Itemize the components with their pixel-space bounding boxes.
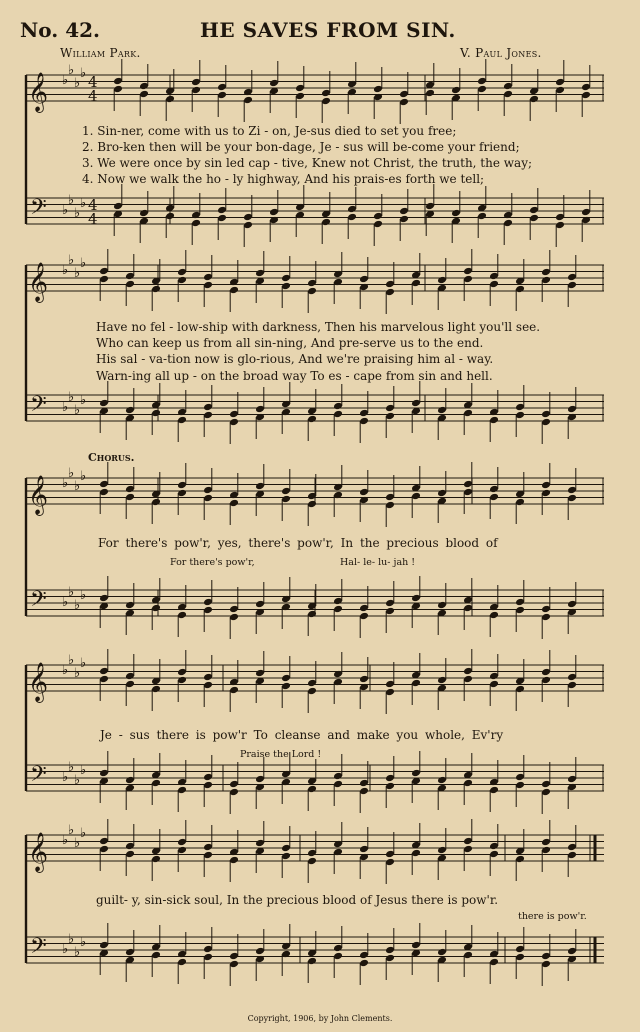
chorus-echo-4: there is pow'r. — [518, 911, 587, 922]
flat-sign: ♭ — [74, 598, 81, 613]
flat-sign: ♭ — [62, 263, 69, 278]
lyricist-credit: William Park. — [60, 46, 141, 60]
flat-sign: ♭ — [80, 196, 87, 211]
flat-sign: ♭ — [68, 823, 75, 838]
chorus-line-3: guilt- y, sin-sick soul, In the precious blood of Jesus there is pow'r. — [96, 893, 499, 907]
chorus-label: Chorus. — [88, 451, 135, 464]
flat-sign: ♭ — [62, 663, 69, 678]
flat-sign: ♭ — [68, 63, 75, 78]
bass-clef: 𝄢 — [30, 392, 47, 422]
flat-sign: ♭ — [74, 945, 81, 960]
flat-sign: ♭ — [80, 66, 87, 81]
flat-sign: ♭ — [62, 770, 69, 785]
flat-sign: ♭ — [74, 76, 81, 91]
flat-sign: ♭ — [74, 773, 81, 788]
verse-1-line-2: Have no fel - low-ship with darkness, Then his marvelous light you'll see. — [96, 320, 541, 334]
flat-sign: ♭ — [68, 760, 75, 775]
composer-credit: V. Paul Jones. — [460, 46, 542, 60]
chorus-echo-2: Hal- le- lu- jah ! — [340, 557, 416, 568]
bass-clef: 𝄢 — [30, 195, 47, 225]
flat-sign: ♭ — [62, 203, 69, 218]
flat-sign: ♭ — [74, 836, 81, 851]
flat-sign: ♭ — [74, 666, 81, 681]
verse-3-line-2: His sal - va-tion now is glo-rious, And we're praising him al - way. — [96, 352, 494, 366]
flat-sign: ♭ — [80, 935, 87, 950]
verse-4-line-2: Warn-ing all up - on the broad way To es - cape from sin and hell. — [96, 369, 493, 383]
time-signature-top: 4 — [88, 196, 98, 214]
treble-clef: 𝄞 — [28, 832, 49, 872]
treble-clef: 𝄞 — [28, 262, 49, 302]
verse-4-line-1: 4. Now we walk the ho - ly highway, And his prais-es forth we tell; — [82, 172, 485, 186]
chorus-echo-3: Praise the Lord ! — [240, 749, 322, 760]
verse-3-line-1: 3. We were once by sin led cap - tive, Knew not Christ, the truth, the way; — [82, 156, 533, 170]
chorus-line-2: Je - sus there is pow'r To cleanse and make you whole, Ev'ry — [100, 728, 504, 742]
time-signature-bottom: 4 — [88, 87, 98, 105]
flat-sign: ♭ — [80, 588, 87, 603]
chorus-echo-1: For there's pow'r, — [170, 557, 255, 568]
flat-sign: ♭ — [68, 390, 75, 405]
flat-sign: ♭ — [68, 932, 75, 947]
flat-sign: ♭ — [80, 469, 87, 484]
flat-sign: ♭ — [80, 763, 87, 778]
bass-clef: 𝄢 — [30, 587, 47, 617]
flat-sign: ♭ — [80, 826, 87, 841]
flat-sign: ♭ — [62, 476, 69, 491]
flat-sign: ♭ — [74, 403, 81, 418]
flat-sign: ♭ — [74, 479, 81, 494]
treble-clef: 𝄞 — [28, 662, 49, 702]
time-signature-bottom: 4 — [88, 210, 98, 228]
verse-2-line-1: 2. Bro-ken then will be your bon-dage, Je - sus will be-come your friend; — [82, 140, 520, 154]
bass-clef: 𝄢 — [30, 934, 47, 964]
flat-sign: ♭ — [62, 73, 69, 88]
flat-sign: ♭ — [68, 466, 75, 481]
hymn-title: HE SAVES FROM SIN. — [200, 18, 456, 42]
flat-sign: ♭ — [74, 206, 81, 221]
bass-clef: 𝄢 — [30, 762, 47, 792]
flat-sign: ♭ — [68, 585, 75, 600]
flat-sign: ♭ — [62, 942, 69, 957]
copyright-notice: Copyright, 1906, by John Clements. — [247, 1014, 393, 1023]
verse-1-line-1: 1. Sin-ner, come with us to Zi - on, Je-sus died to set you free; — [82, 124, 457, 138]
flat-sign: ♭ — [80, 256, 87, 271]
treble-clef: 𝄞 — [28, 475, 49, 515]
flat-sign: ♭ — [62, 400, 69, 415]
flat-sign: ♭ — [80, 393, 87, 408]
flat-sign: ♭ — [80, 656, 87, 671]
flat-sign: ♭ — [74, 266, 81, 281]
time-signature-top: 4 — [88, 73, 98, 91]
treble-clef: 𝄞 — [28, 72, 49, 112]
chorus-line-1: For there's pow'r, yes, there's pow'r, In the precious blood of — [98, 536, 498, 550]
hymn-number: No. 42. — [20, 18, 100, 42]
flat-sign: ♭ — [62, 595, 69, 610]
flat-sign: ♭ — [62, 833, 69, 848]
flat-sign: ♭ — [68, 253, 75, 268]
flat-sign: ♭ — [68, 653, 75, 668]
verse-2-line-2: Who can keep us from all sin-ning, And pre-serve us to the end. — [96, 336, 484, 350]
flat-sign: ♭ — [68, 193, 75, 208]
